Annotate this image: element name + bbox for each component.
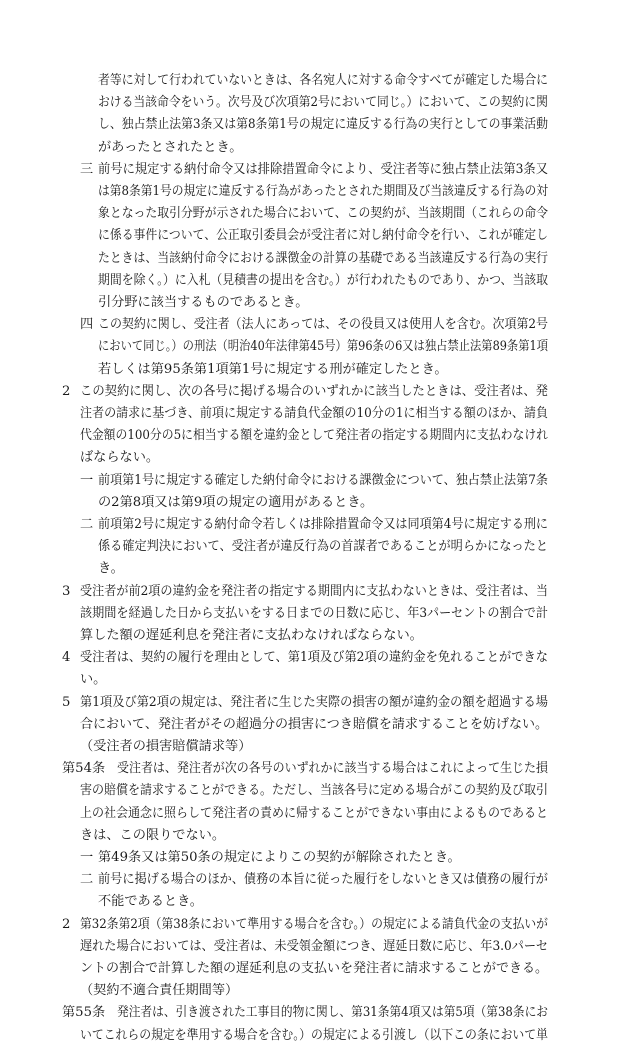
text-line: 注者の請求に基づき、前項に規定する請負代金額の10分の1に相当する額のほか、請負 xyxy=(80,406,548,421)
text-line: 第49条又は第50条の規定によりこの契約が解除されたとき。 xyxy=(98,850,461,865)
clause-marker: 第55条 xyxy=(62,1005,106,1021)
text-line: 前号に掲げる場合のほか、債務の本旨に従った履行をしないとき又は債務の履行が xyxy=(98,872,548,888)
clause-marker: 第54条 xyxy=(62,761,106,777)
text-line: この契約に関し、受注者（法人にあっては、その役員又は使用人を含む。次項第2号 xyxy=(98,317,549,333)
text-line: 者等に対して行われていないときは、各名宛人に対する命令すべてが確定した場合に xyxy=(98,73,549,88)
clause-marker: 一 xyxy=(80,850,94,865)
text-line: たときは、当該納付命令における課徴金の計算の基礎である当該違反する行為の実行 xyxy=(98,250,549,266)
text-line: 受注者が前2項の違約金を発注者の指定する期間内に支払わないときは、受注者は、当 xyxy=(80,583,548,599)
text-line: 第1項及び第2項の規定は、発注者に生じた実際の損害の額が違約金の額を超過する場 xyxy=(80,694,548,710)
clause-marker: 三 xyxy=(80,161,94,177)
clause-marker: 5 xyxy=(62,694,71,710)
text-line: おける当該命令をいう。次号及び次項第2号において同じ。）において、この契約に関 xyxy=(98,95,548,111)
text-line: 遅れた場合においては、受注者は、未受領金額につき、遅延日数に応じ、年3.0パーセ xyxy=(80,938,548,954)
text-line: 期間を除く。）に入札（見積書の提出を含む。）が行われたものであり、かつ、当該取 xyxy=(98,272,548,288)
text-line: 若しくは第95条第1項第1号に規定する刑が確定したとき。 xyxy=(98,361,448,377)
text-line: は第8条第1号の規定に違反する行為があったとされた期間及び当該違反する行為の対 xyxy=(98,184,548,199)
text-line: において同じ。）の刑法（明治40年法律第45号）第96条の6又は独占禁止法第89条第1項 xyxy=(98,339,548,355)
text-line: 受注者は、発注者が次の各号のいずれかに該当する場合はこれによって生じた損 xyxy=(117,761,548,777)
text-line: 該期間を経過した日から支払いをする日までの日数に応じ、年3パーセントの割合で計 xyxy=(80,605,549,621)
text-line: この契約に関し、次の各号に掲げる場合のいずれかに該当したときは、受注者は、発 xyxy=(80,383,549,399)
text-line: きは、この限りでない。 xyxy=(80,827,226,843)
text-line: 受注者は、契約の履行を理由として、第1項及び第2項の違約金を免れることができな xyxy=(80,650,548,666)
clause-marker: 二 xyxy=(80,517,94,532)
text-line: 象となった取引分野が示された場合において、この契約が、当該期間（これらの命令 xyxy=(98,206,549,222)
text-line: 前項第2号に規定する納付命令若しくは排除措置命令又は同項第4号に規定する刑に xyxy=(98,517,548,532)
text-line: （契約不適合責任期間等） xyxy=(80,983,239,999)
text-line: 第32条第2項（第38条において準用する場合を含む。）の規定による請負代金の支払いが xyxy=(80,916,548,932)
text-line: 害の賠償を請求することができる。ただし、当該各号に定める場合がこの契約及び取引 xyxy=(80,783,549,799)
text-line: 算した額の遅延利息を発注者に支払わなければならない。 xyxy=(80,628,423,643)
text-line: 発注者は、引き渡された工事目的物に関し、第31条第4項又は第5項（第38条にお xyxy=(117,1005,549,1021)
text-line: 係る確定判決において、受注者が違反行為の首謀者であることが明らかになったと xyxy=(98,539,549,555)
text-line: ばならない。 xyxy=(80,450,160,466)
text-line: 前号に規定する納付命令又は排除措置命令により、受注者等に独占禁止法第3条又 xyxy=(98,161,548,177)
clause-marker: 2 xyxy=(62,383,71,399)
text-line: 不能であるとき。 xyxy=(98,894,203,910)
text-line: い。 xyxy=(80,672,107,688)
text-line: ントの割合で計算した額の遅延利息の支払いを発注者に請求することができる。 xyxy=(80,961,549,976)
clause-marker: 4 xyxy=(62,650,71,666)
text-line: の2第8項又は第9項の規定の適用があるとき。 xyxy=(98,494,374,510)
text-line: いてこれらの規定を準用する場合を含む。）の規定による引渡し（以下この条において単 xyxy=(80,1027,548,1043)
text-line: し、独占禁止法第3条又は第8条第1号の規定に違反する行為の実行としての事業活動 xyxy=(98,117,548,133)
clause-marker: 3 xyxy=(62,583,71,599)
clause-marker: 一 xyxy=(80,472,94,488)
clause-marker: 四 xyxy=(80,317,94,333)
text-line: き。 xyxy=(98,561,124,577)
text-line: （受注者の損害賠償請求等） xyxy=(80,739,252,754)
text-line: に係る事件について、公正取引委員会が受注者に対し納付命令を行い、これが確定し xyxy=(98,228,548,244)
text-line: 合において、発注者がその超過分の損害につき賠償を請求することを妨げない。 xyxy=(80,716,549,732)
text-line: があったとされたとき。 xyxy=(98,139,243,155)
text-line: 引分野に該当するものであるとき。 xyxy=(98,295,309,310)
text-line: 代金額の100分の5に相当する額を違約金として発注者の指定する期間内に支払わなけれ xyxy=(80,428,548,444)
clause-marker: 二 xyxy=(80,872,94,888)
clause-marker: 2 xyxy=(62,916,71,932)
text-line: 上の社会通念に照らして発注者の責めに帰することができない事由によるものであると xyxy=(80,805,549,821)
text-line: 前項第1号に規定する確定した納付命令における課徴金について、独占禁止法第7条 xyxy=(98,472,549,488)
